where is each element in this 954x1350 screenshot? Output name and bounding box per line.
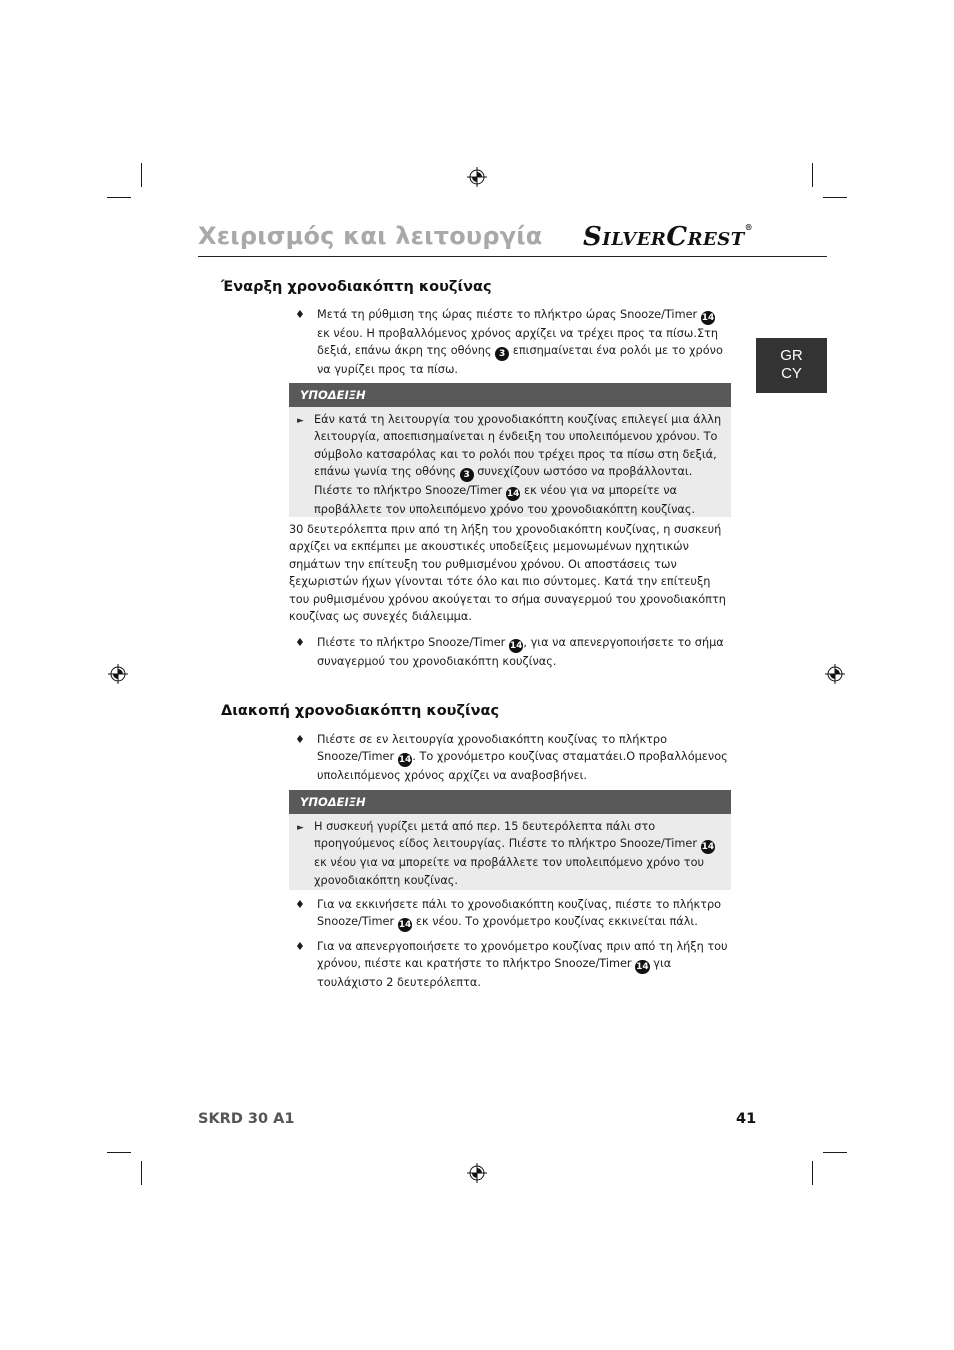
header-divider: [198, 256, 827, 257]
text: Πιέστε το πλήκτρο Snooze/Timer: [317, 636, 509, 649]
brand-letter: S: [583, 222, 603, 252]
text: Για να εκκινήσετε πάλι το χρονοδιακόπτη κουζίνας, πιέστε το πλήκτρο Snooze/Timer: [317, 898, 722, 929]
ref-number-badge: 14: [701, 313, 715, 323]
brand-logo: [583, 222, 753, 252]
text: εκ νέου για να μπορείτε να προβάλλετε τον υπολειπόμενο χρόνο του χρονοδιακόπτη κουζίνας.: [314, 856, 705, 887]
ref-number-badge: 14: [701, 842, 715, 853]
registration-mark-icon: [467, 167, 487, 187]
list-item: [317, 634, 731, 670]
language-tab: [756, 338, 827, 393]
ref-number-badge: 3: [460, 468, 474, 482]
brand-part: REST: [687, 229, 745, 250]
ref-number-badge: 14: [509, 641, 523, 651]
bullet-icon: ♦: [295, 940, 305, 953]
bullet-icon: ♦: [295, 898, 305, 911]
note-text: [314, 818, 724, 889]
page-number: 41: [736, 1111, 757, 1127]
page-title: Χειρισμός και λειτουργία: [198, 222, 543, 250]
note-text: [314, 411, 724, 519]
crop-mark: [823, 197, 847, 198]
registered-mark: ®: [744, 222, 754, 232]
note-box: [289, 407, 731, 517]
ref-number-badge: 14: [636, 962, 649, 973]
crop-mark: [823, 1152, 847, 1153]
text: , για να απενεργοποιήσετε το σήμα συναγερμού του χρονοδιακόπτη κουζίνας.: [317, 636, 724, 668]
ref-number-badge: 14: [506, 489, 520, 500]
section-heading-start-timer: Έναρξη χρονοδιακόπτη κουζίνας: [221, 279, 492, 295]
text: Μετά τη ρύθμιση της ώρας πιέστε το πλήκτρο ώρας Snooze/Timer: [317, 308, 701, 321]
bullet-icon: ♦: [295, 733, 305, 746]
ref-number-badge: 14: [398, 755, 412, 766]
crop-mark: [107, 197, 131, 198]
note-header: ΥΠΟΔΕΙΞΗ: [289, 790, 731, 814]
brand-part: ILVER: [602, 229, 667, 250]
crop-mark: [812, 163, 813, 187]
registration-mark-icon: [108, 664, 128, 684]
bullet-icon: ♦: [295, 308, 305, 321]
note-box: [289, 814, 731, 890]
text: για τουλάχιστο 2 δευτερόλεπτα.: [317, 957, 672, 990]
registration-mark-icon: [825, 664, 845, 684]
text: Πιέστε σε εν λειτουργία χρονοδιακόπτη κουζίνας το πλήκτρο Snooze/Timer: [317, 733, 668, 764]
ref-number-badge: 3: [495, 347, 509, 361]
arrow-icon: ►: [297, 823, 304, 833]
country-code: CY: [781, 365, 802, 382]
list-item: [317, 896, 731, 932]
ref-number-badge: 14: [398, 920, 412, 931]
paragraph: 30 δευτερόλεπτα πριν από τη λήξη του χρονοδιακόπτη κουζίνας, η συσκευή αρχίζει να εκπέμπει με ακουστικές υποδείξεις μεμονωμένων ηχητικών σημάτων την επίτευξη του ρυθμισμένου χρόνου. Οι αποστάσεις των ξεχωριστών ήχων γίνονται τότε όλο και πιο σύντομες. Κατά την επίτευξη του ρυθμισμένου χρόνου ακούγεται το σήμα συναγερμού του χρονοδιακόπτη κουζίνας ως συνεχές διάλειμμα.: [289, 523, 726, 624]
text: Η συσκευή γυρίζει μετά από περ. 15 δευτερόλεπτα πάλι στο προηγούμενος είδος λειτουργίας. Πιέστε το πλήκτρο Snooze/Timer: [314, 820, 701, 851]
text: Εάν κατά τη λειτουργία του χρονοδιακόπτη κουζίνας επιλεγεί μια άλλη λειτουργία, αποεπισημαίνεται η ένδειξη του υπολειπόμενου χρόνου. Το σύμβολο κατσαρόλας και το ρολόι που τρέχει προς τα πίσω στη δεξιά, επάνω γωνία της οθόνης: [314, 413, 722, 479]
list-item: [317, 731, 731, 785]
text: εκ νέου. Η προβαλλόμενος χρόνος αρχίζει να τρέχει προς τα πίσω.Στη δεξιά, επάνω άκρη της οθόνης: [317, 327, 719, 358]
crop-mark: [141, 163, 142, 187]
note-header: ΥΠΟΔΕΙΞΗ: [289, 383, 731, 407]
language-code: GR: [780, 347, 803, 364]
registration-mark-icon: [467, 1163, 487, 1183]
text: εκ νέου για να μπορείτε να προβάλλετε τον υπολειπόμενο χρόνο του χρονοδιακόπτη κουζίνας.: [314, 484, 696, 517]
text: εκ νέου. Το χρονόμετρο κουζίνας εκκινείται πάλι.: [412, 915, 698, 929]
arrow-icon: ►: [297, 416, 304, 426]
crop-mark: [812, 1161, 813, 1185]
text: Για να απενεργοποιήσετε το χρονόμετρο κουζίνας πριν από τη λήξη του χρόνου, πιέστε και κρατήστε το πλήκτρο Snooze/Timer: [317, 940, 728, 971]
list-item: [317, 306, 731, 379]
text: . Το χρονόμετρο κουζίνας σταματάει.Ο προβαλλόμενος υπολειπόμενος χρόνος αρχίζει να αναβοσβήνει.: [317, 750, 728, 783]
text: συνεχίζουν ωστόσο να προβάλλονται. Πιέστε το πλήκτρο Snooze/Timer: [314, 465, 693, 498]
brand-letter: C: [666, 222, 688, 252]
list-item: [317, 938, 731, 992]
crop-mark: [107, 1152, 131, 1153]
bullet-icon: ♦: [295, 636, 305, 649]
model-number: SKRD 30 A1: [198, 1111, 295, 1127]
text: επισημαίνεται ένα ρολόι με το χρόνο να γυρίζει προς τα πίσω.: [317, 344, 723, 377]
crop-mark: [141, 1161, 142, 1185]
section-heading-stop-timer: Διακοπή χρονοδιακόπτη κουζίνας: [221, 703, 500, 719]
